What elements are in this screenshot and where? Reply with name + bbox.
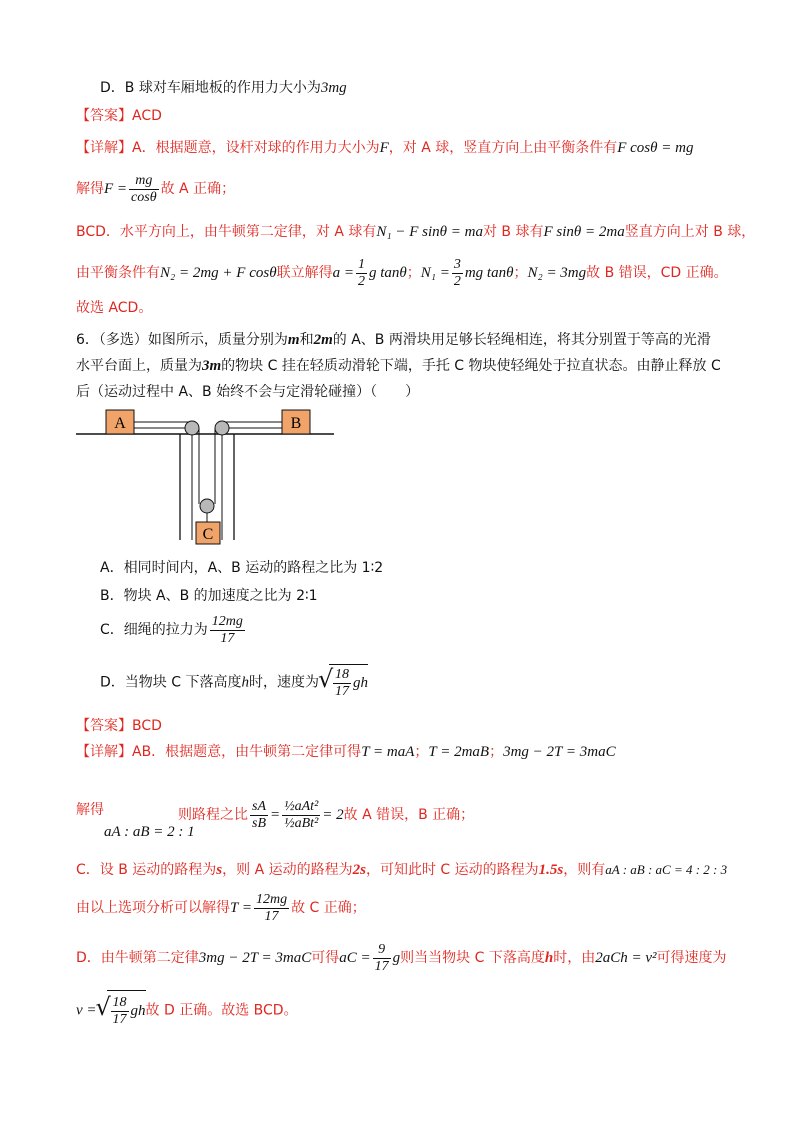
pulley-diagram [76, 404, 338, 550]
fraction-numerator: √ 18 [112, 994, 127, 1010]
prev-option-d-text: D．B 球对车厢地板的作用力大小为 [100, 80, 321, 96]
fraction-numerator: ½aAt² [284, 798, 319, 814]
fraction-numerator: √ 18 [334, 666, 349, 682]
stem-text: 的物块 C 挂在轻质动滑轮下端，手托 C 物块使轻绳处于拉直状态。由静止释放 C [221, 358, 721, 374]
option-c-text: C．细绳的拉力为 [100, 622, 208, 638]
fraction-numerator: 12mg [255, 891, 288, 907]
q6-detail-line2 [76, 800, 104, 820]
q6-detail-line1 [76, 742, 616, 762]
detail-math: T = maA [361, 744, 415, 760]
detail-text: 故 A 错误，B 正确； [343, 807, 475, 823]
q6-option-a [100, 558, 383, 578]
detail-text: 故 A 正确； [160, 181, 236, 197]
detail-math: N₁ − F sinθ = ma [376, 224, 483, 240]
prev-detail-line4 [76, 256, 728, 290]
answer-value: BCD [132, 718, 162, 734]
detail-text: 由以上选项分析可以解得 [76, 900, 230, 916]
fraction [254, 892, 289, 925]
q6-stem-line3 [76, 382, 419, 402]
block-b-label: B [290, 415, 302, 432]
fraction-denominator: 17 [220, 630, 235, 646]
separator: ； [489, 744, 504, 760]
detail-text: 故 B 错误，CD 正确。 [586, 265, 728, 281]
detail-math: s [216, 862, 223, 878]
fraction-denominator: sB [252, 815, 266, 831]
q6-detail-line5 [76, 940, 727, 976]
square-root [329, 664, 368, 701]
fraction-denominator: 2 [357, 273, 365, 289]
separator: ； [406, 265, 421, 281]
option-d-math: h [241, 674, 249, 691]
q6-detail-line3 [76, 860, 727, 880]
detail-text: 解得 [76, 802, 104, 818]
detail-text: 则当当物块 C 下落高度 [400, 950, 545, 966]
option-d-text: 时，速度为 [248, 674, 319, 691]
fraction-numerator: sA [252, 798, 266, 814]
q6-option-c [100, 612, 247, 648]
detail-math: T = [230, 900, 252, 916]
separator: ； [414, 744, 429, 760]
q6-answer [76, 716, 162, 736]
fraction [111, 995, 129, 1028]
detail-math: a = [332, 265, 354, 281]
detail-text: 故 C 正确； [291, 900, 366, 916]
detail-text: D．由牛顿第二定律 [76, 950, 199, 966]
detail-text: AB．根据题意，由牛顿第二定律可得 [132, 744, 362, 760]
stem-text: 的 A、B 两滑块用足够长轻绳相连，将其分别置于等高的光滑 [332, 332, 711, 348]
detail-math: = 2 [322, 807, 344, 823]
fraction-denominator: cosθ [131, 189, 157, 205]
detail-math: g [392, 950, 401, 966]
fraction-numerator: 9 [373, 942, 391, 959]
fraction-numerator: 12mg [211, 613, 243, 629]
fraction-denominator: 17 [112, 1011, 127, 1027]
detail-math: aC = [339, 950, 371, 966]
answer-label: 【答案】 [76, 718, 132, 734]
detail-text: 故 D 正确。故选 BCD。 [145, 1002, 298, 1019]
square-root [107, 990, 146, 1031]
detail-math: 1.5s [538, 862, 564, 878]
detail-math: v = [76, 1002, 97, 1019]
fixed-pulley-left [185, 421, 199, 435]
detail-math: 3mg − 2T = 3maC [198, 950, 312, 966]
option-b-text: B．物块 A、B 的加速度之比为 2∶1 [100, 588, 318, 604]
detail-text: 则路程之比 [178, 807, 248, 823]
prev-answer [76, 106, 162, 126]
detail-math: N₂ = 2mg + F cosθ [160, 265, 277, 281]
detail-math: g tanθ [368, 265, 407, 281]
q6-detail-line2b [178, 778, 474, 852]
q6-stem-line1 [76, 330, 711, 350]
stem-text: 水平台面上，质量为 [76, 358, 202, 374]
detail-text: 可得速度为 [656, 950, 727, 966]
separator: ； [513, 265, 528, 281]
detail-math: F cosθ = mg [617, 140, 694, 156]
fraction [250, 799, 268, 832]
q6-option-b [100, 586, 318, 606]
prev-detail-line1 [76, 138, 693, 158]
option-a-text: A．相同时间内，A、B 运动的路程之比为 1∶2 [100, 560, 384, 576]
fraction [129, 173, 159, 206]
fraction [356, 257, 367, 290]
detail-math: aA : aB : aC = 4 : 2 : 3 [605, 862, 728, 877]
detail-text: ，可知此时 C 运动的路程为 [365, 862, 539, 878]
fixed-pulley-right [215, 421, 229, 435]
stem-math: m [287, 332, 300, 348]
detail-math: 2aCh = v² [595, 950, 657, 966]
stem-math: 3m [202, 358, 222, 374]
prev-option-d-math: 3mg [320, 80, 347, 96]
answer-label: 【答案】 [76, 108, 132, 124]
q6-stem-line2 [76, 356, 721, 376]
detail-math: h [544, 950, 554, 966]
detail-text: 时，由 [553, 950, 596, 966]
detail-text: A．根据题意，设杆对球的作用力大小为 [132, 140, 380, 156]
detail-text: 竖直方向上对 B 球， [624, 224, 756, 240]
fraction-denominator: 17 [374, 958, 389, 974]
block-a-label: A [114, 415, 126, 432]
fraction [452, 257, 463, 290]
detail-math: aA : aB = 2 : 1 [104, 824, 195, 840]
fraction [282, 799, 320, 832]
detail-math: N₂ = 3mg [527, 265, 587, 281]
detail-text: 联立解得 [276, 265, 333, 281]
block-c-label: C [202, 526, 214, 543]
detail-math: F sinθ = 2ma [543, 224, 625, 240]
fraction-denominator: 2 [453, 273, 461, 289]
detail-text: ，则有 [563, 862, 606, 878]
fraction-numerator: 3 [453, 256, 461, 272]
detail-label: 【详解】 [76, 140, 132, 156]
equals: = [270, 807, 281, 823]
detail-text: C．设 B 运动的路程为 [76, 862, 217, 878]
detail-math: F [379, 140, 389, 156]
fraction [373, 942, 391, 975]
q6-detail-line4 [76, 890, 366, 926]
moving-pulley [200, 499, 214, 513]
answer-value: ACD [132, 108, 162, 124]
detail-math: mg tanθ [464, 265, 514, 281]
detail-label: 【详解】 [76, 744, 132, 760]
prev-detail-line2 [76, 172, 235, 206]
fraction-denominator: 17 [264, 908, 279, 924]
detail-text: ，对 A 球，竖直方向上由平衡条件有 [388, 140, 618, 156]
detail-text: 解得 [76, 181, 104, 197]
stem-math: 2m [313, 332, 333, 348]
detail-math: T = 2maB [428, 744, 490, 760]
detail-text: ，则 A 运动的路程为 [222, 862, 353, 878]
detail-math: N₁ = [420, 265, 450, 281]
stem-text: 6．（多选）如图所示，质量分别为 [76, 332, 288, 348]
detail-math: F = [104, 181, 128, 197]
stem-text: 和 [299, 332, 314, 348]
fraction [210, 614, 245, 647]
stem-text: 后（运动过程中 A、B 始终不会与定滑轮碰撞）（ ） [76, 384, 420, 400]
detail-math: 3mg − 2T = 3maC [503, 744, 616, 760]
fraction-numerator: mg [129, 173, 159, 190]
prev-option-d [100, 78, 347, 98]
fraction-denominator: ½aBt² [284, 815, 319, 831]
conclusion-text: 故选 ACD。 [76, 300, 153, 316]
fraction [333, 667, 351, 700]
q6-detail-line6 [76, 990, 298, 1031]
prev-conclusion [76, 298, 152, 318]
detail-text: 对 B 球有 [482, 224, 544, 240]
detail-text: BCD．水平方向上，由牛顿第二定律，对 A 球有 [76, 224, 377, 240]
detail-math: 2s [352, 862, 366, 878]
q6-option-d [100, 664, 368, 701]
fraction-denominator: 17 [334, 683, 349, 699]
option-d-math: gh [352, 675, 368, 691]
prev-detail-line3 [76, 222, 755, 242]
option-d-text: D．当物块 C 下落高度 [100, 674, 242, 691]
detail-text: 可得 [311, 950, 340, 966]
detail-math: gh [130, 1003, 146, 1019]
fraction-numerator: 1 [357, 256, 365, 272]
detail-text: 由平衡条件有 [76, 265, 160, 281]
